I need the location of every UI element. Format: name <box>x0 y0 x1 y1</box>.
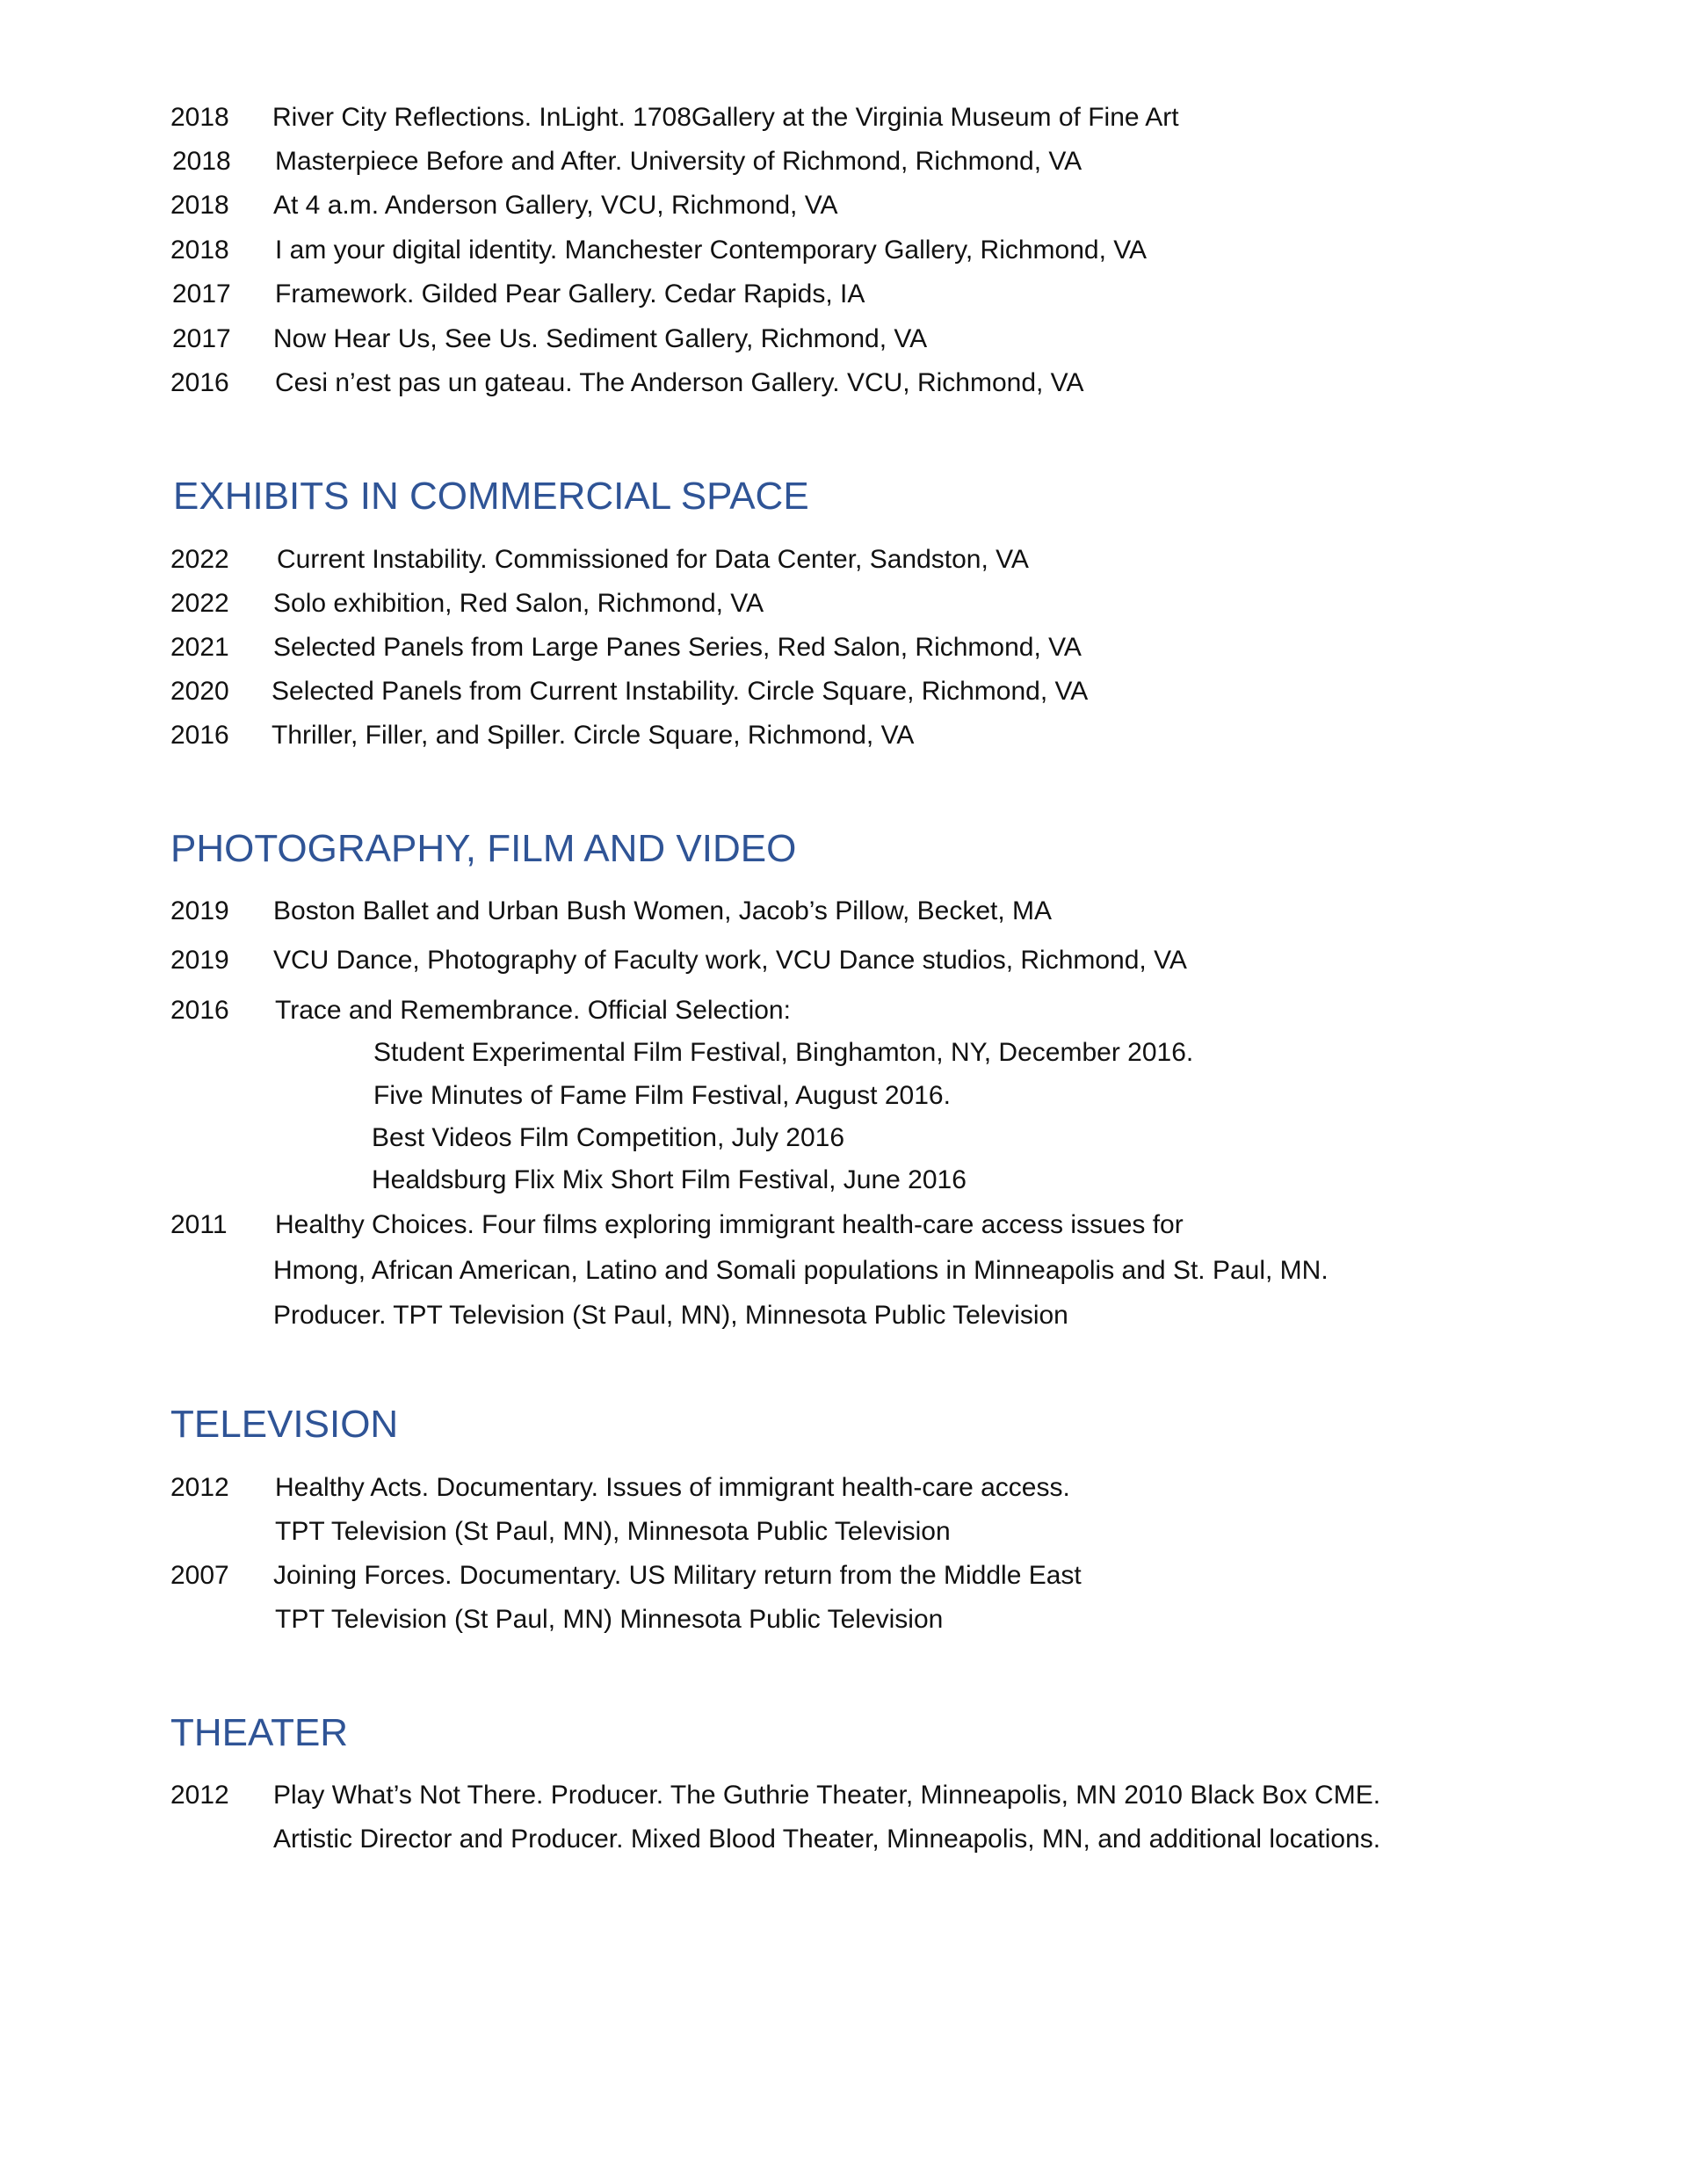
photo-text: Trace and Remembrance. Official Selection: <box>275 996 791 1025</box>
tv-text: Healthy Acts. Documentary. Issues of immigrant health-care access. <box>275 1473 1070 1502</box>
section-heading-photography: PHOTOGRAPHY, FILM AND VIDEO <box>170 827 797 870</box>
photo-year: 2019 <box>170 896 229 925</box>
exhibit-text: Framework. Gilded Pear Gallery. Cedar Rapids, IA <box>275 279 865 308</box>
exhibit-year: 2018 <box>172 147 231 176</box>
photo-text: Hmong, African American, Latino and Somali populations in Minneapolis and St. Paul, MN. <box>273 1256 1329 1285</box>
photo-year: 2016 <box>170 996 229 1025</box>
exhibit-year: 2020 <box>170 677 229 706</box>
exhibit-year: 2018 <box>170 191 229 220</box>
exhibit-year: 2021 <box>170 633 229 662</box>
exhibit-text: I am your digital identity. Manchester Contemporary Gallery, Richmond, VA <box>275 236 1148 265</box>
photo-text: Boston Ballet and Urban Bush Women, Jacob’s Pillow, Becket, MA <box>273 896 1053 925</box>
theater-text: Play What’s Not There. Producer. The Guthrie Theater, Minneapolis, MN 2010 Black Box CME. <box>273 1781 1381 1810</box>
exhibit-year: 2016 <box>170 368 229 397</box>
selection-item: Healdsburg Flix Mix Short Film Festival, June 2016 <box>372 1165 967 1194</box>
exhibit-text: Selected Panels from Current Instability. Circle Square, Richmond, VA <box>272 677 1089 706</box>
exhibit-year: 2018 <box>170 103 229 132</box>
exhibit-text: Cesi n’est pas un gateau. The Anderson Gallery. VCU, Richmond, VA <box>275 368 1084 397</box>
exhibit-text: Selected Panels from Large Panes Series, Red Salon, Richmond, VA <box>273 633 1082 662</box>
exhibit-text: Masterpiece Before and After. University of Richmond, Richmond, VA <box>275 147 1082 176</box>
tv-text: Joining Forces. Documentary. US Military return from the Middle East <box>273 1561 1082 1590</box>
section-heading-commercial: EXHIBITS IN COMMERCIAL SPACE <box>173 475 809 518</box>
exhibit-year: 2017 <box>172 279 231 308</box>
photo-text: Healthy Choices. Four films exploring immigrant health-care access issues for <box>275 1210 1184 1239</box>
exhibit-text: At 4 a.m. Anderson Gallery, VCU, Richmond, VA <box>273 191 838 220</box>
selection-item: Five Minutes of Fame Film Festival, August 2016. <box>373 1081 951 1110</box>
photo-year: 2011 <box>170 1210 228 1239</box>
exhibit-year: 2017 <box>172 324 231 353</box>
section-heading-theater: THEATER <box>170 1711 349 1754</box>
tv-year: 2012 <box>170 1473 229 1502</box>
photo-text: VCU Dance, Photography of Faculty work, VCU Dance studios, Richmond, VA <box>273 946 1187 975</box>
exhibit-year: 2022 <box>170 545 229 574</box>
theater-year: 2012 <box>170 1781 229 1810</box>
exhibit-text: Now Hear Us, See Us. Sediment Gallery, Richmond, VA <box>273 324 928 353</box>
exhibit-text: Thriller, Filler, and Spiller. Circle Square, Richmond, VA <box>272 721 915 750</box>
theater-text: Artistic Director and Producer. Mixed Blood Theater, Minneapolis, MN, and additional locations. <box>273 1825 1381 1854</box>
exhibit-year: 2022 <box>170 589 229 618</box>
photo-text: Producer. TPT Television (St Paul, MN), Minnesota Public Television <box>273 1301 1068 1330</box>
selection-item: Best Videos Film Competition, July 2016 <box>372 1123 845 1152</box>
section-heading-television: TELEVISION <box>170 1403 399 1446</box>
exhibit-year: 2018 <box>170 236 229 265</box>
exhibit-text: Current Instability. Commissioned for Data Center, Sandston, VA <box>277 545 1029 574</box>
photo-year: 2019 <box>170 946 229 975</box>
tv-text: TPT Television (St Paul, MN), Minnesota Public Television <box>275 1517 951 1546</box>
selection-item: Student Experimental Film Festival, Binghamton, NY, December 2016. <box>373 1038 1194 1067</box>
tv-year: 2007 <box>170 1561 229 1590</box>
exhibit-text: Solo exhibition, Red Salon, Richmond, VA <box>273 589 764 618</box>
exhibit-text: River City Reflections. InLight. 1708Gallery at the Virginia Museum of Fine Art <box>272 103 1179 132</box>
exhibit-year: 2016 <box>170 721 229 750</box>
tv-text: TPT Television (St Paul, MN) Minnesota Public Television <box>275 1605 944 1634</box>
